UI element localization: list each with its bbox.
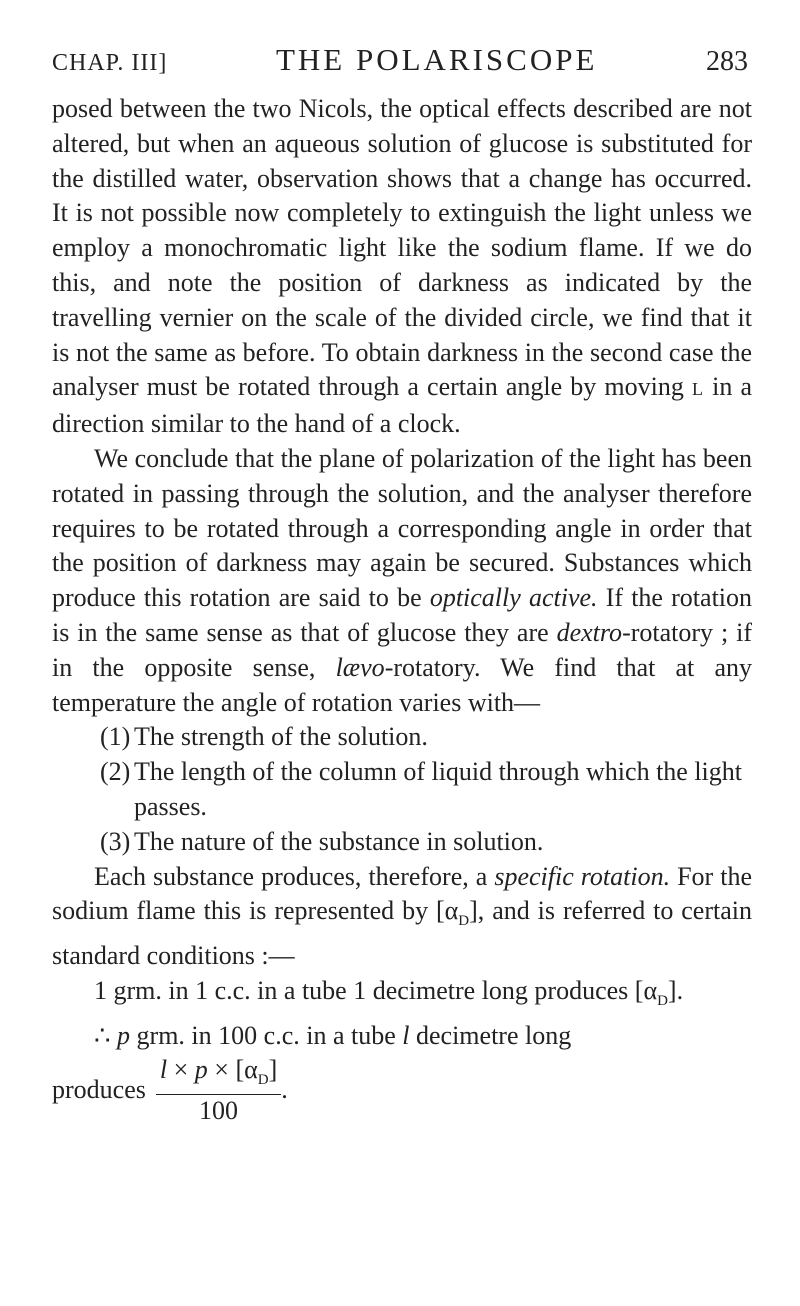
chapter-label: CHAP. III] — [52, 50, 168, 76]
paragraph-4: 1 grm. in 1 c.c. in a tube 1 decimetre long produces $[\alpha_D]$. — [94, 976, 684, 1010]
page-number: 283 — [706, 46, 748, 77]
term-laevo: lævo — [335, 652, 385, 682]
list-item: (1) The strength of the solution. — [100, 722, 428, 752]
term-optically-active: optically active. — [429, 583, 598, 613]
running-title: THE POLARISCOPE — [275, 42, 598, 77]
paragraph-2: We conclude that the plane of polarization of the light has been rotated in passing through the solution, and the analyser therefore requires to be rotated through a corresponding angle in order that the position of darkness may again be secured. Substances which produce this rotation are said to be optically active. If the rotation is in the same sense as that of glucose they are dextro-rotatory ; if in the opposite sense, lævo-rotatory. We find that at any temperature the angle of rotation varies with— — [52, 443, 753, 717]
term-dextro: dextro — [556, 617, 623, 647]
fraction — [156, 1056, 281, 1125]
list-item: (3) The nature of the substance in solution. — [100, 826, 544, 856]
fraction-denominator: 100 — [199, 1096, 239, 1126]
running-header — [52, 42, 748, 82]
paragraph-3: Each substance produces, therefore, a specific rotation. For the sodium flame this is represented by $[\alpha_D]$, and is referred to certain standard conditions :— — [52, 861, 752, 971]
term-specific-rotation: specific rotation. — [494, 861, 671, 891]
small-caps-letter: L — [692, 379, 705, 400]
paragraph-1: posed between the two Nicols, the optical effects described are not altered, but when an aqueous solution of glucose is substituted for the distilled water, observation shows that a change has occurred. It is not possible now completely to extinguish the light unless we employ a monochromatic light like the sodium flame. If we do this, and note the position of darkness as indicated by the travelling vernier on the scale of the divided circle, we find that it is not the same as before. To obtain darkness in the second case the analyser must be rotated through a certain angle by moving L in a direction similar to the hand of a clock. — [52, 94, 753, 439]
body-text — [52, 92, 752, 1125]
formula — [52, 1056, 752, 1125]
formula-end: . — [281, 1075, 288, 1105]
list-item: (2) The length of the column of liquid through which the light passes. — [100, 757, 743, 821]
paragraph-5: ∴ p grm. in 100 c.c. in a tube l decimetre long — [94, 1021, 572, 1051]
formula-label: produces — [52, 1075, 146, 1105]
fraction-numerator: $l \times p \times [\alpha_D]$ — [156, 1056, 281, 1095]
